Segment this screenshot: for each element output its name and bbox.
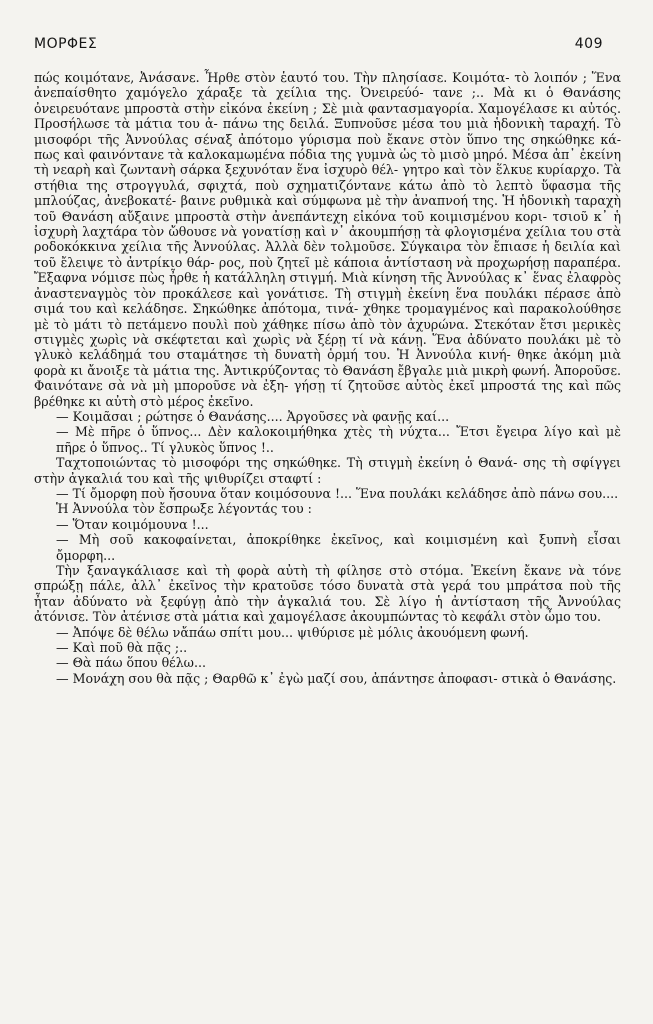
dialogue-line: — Καὶ ποῦ θὰ πᾷς ;.. (56, 640, 188, 656)
paragraph: πώς κοιμότανε, Ἀνάσανε. Ἦρθε στὸν ἑαυτό του. Τὴν πλησίασε. Κοιμότα- τὸ λοιπόν ; Ἕνα ἀνεπαίσθητο χαμόγελο χάραξε τὰ χείλια της. Ὀνειρεύό- τανε ;.. Μὰ κι ὁ Θανάσης ὀνειρευότανε μπροστὰ στὴν εἰκόνα ἐκείνη ; Σὲ μιὰ φαντασμαγορία. Χαμογέλασε κι αὐτός. Προσήλωσε τὰ μάτια του ἀ- πάνω της δειλά. Ξυπνοῦσε μέσα του μιὰ ἡδονικὴ ταραχή. Τὸ μισοφόρι τῆς Ἀννούλας σέναξ ἀπότομο γύρισμα ποὺ ἔκανε στὸν ὕπνο της σηκώθηκε κά- πως καὶ φαινόντανε τὰ καλοκαμωμένα πόδια της γυμνὰ ὡς τὸ μισὸ μηρό. Μέσα ἀπ᾽ ἐκείνη τὴ νεαρὴ καὶ ζωντανὴ σάρκα ξεχυνόταν ἕνα ἰσχυρὸ θέλ- γητρο καὶ τὸν ἕλκυε κυρίαρχο. Τὰ στήθια της στρογγυλά, σφιχτά, ποὺ σχηματιζόντανε κάτω ἀπὸ τὸ λεπτὸ ὕφασμα τῆς μπλούζας, ἀνεβοκατέ- βαινε ρυθμικὰ καὶ σύμφωνα μὲ τὴν ἀναπνοή της. Ἡ ἡδονικὴ ταραχὴ τοῦ Θανάση αὔξαινε μπροστὰ στὴν ἀνεπάντεχη εἰκόνα τοῦ κοιμισμένου κορι- τσιοῦ κ᾽ ἡ ἰσχυρὴ λαχτάρα τὸν ὤθουσε νὰ γονατίσῃ καὶ ν᾽ ἀκουμπήσῃ τὰ φλογισμένα χείλια του στὰ ροδοκόκκινα χείλια τῆς Ἀννούλας. Ἀλλὰ δὲν τολμοῦσε. Σύγκαιρα τὸν ἔπιασε ἡ δειλία καὶ τοῦ ἔλειψε τὸ ἀντρίκιο θάρ- ρος, ποὺ ζητεῖ μὲ κάποια ἀντίσταση νὰ προχωρήσῃ παραπέρα. Ἔξαφνα νόμισε πὼς ἦρθε ἡ κατάλληλη στιγμή. Μιὰ κίνηση τῆς Ἀννούλας κ᾽ ἕνας ἐλαφρὸς ἀναστεναγμὸς τὸν προκάλεσε καὶ γονάτισε. Τὴ στιγμὴ ἐκείνη ἕνα πουλάκι πέρασε ἀπὸ σιμά του καὶ κελάδησε. Σηκώθηκε ἀπότομα, τινά- χθηκε τρομαγμένος καὶ παρακολούθησε μὲ τὸ μάτι τὸ πετάμενο πουλὶ ποὺ χάθηκε πίσω ἀπὸ τὸν ἀχυρώνα. Στεκόταν ἔτσι μερικὲς στιγμὲς χωρὶς νὰ σκέφτεται καὶ χωρὶς νὰ ξέρῃ τί νὰ κάνῃ. Ἕνα ἀδύνατο πουλάκι μὲ τὸ γλυκὸ κελάδημά του σταμάτησε τὴ δυνατὴ ὁρμή του. Ἡ Ἀννούλα κινή- θηκε ἀκόμη μιὰ φορὰ κι ἄνοιξε τὰ μάτια της. Ἀντικρύζοντας τὸ Θανάση ἔβγαλε μιὰ μικρὴ φωνή. Ἀποροῦσε. Φαινότανε σὰ νὰ μὴ μποροῦσε νὰ ἐξη- γήσῃ τί ζητοῦσε αὐτὸς ἐκεῖ μπροστά της καὶ πῶς βρέθηκε κι αὐτὴ στὸ μέρος ἐκεῖνο. (34, 70, 621, 409)
body-text (34, 70, 621, 686)
dialogue-line: — Τί ὄμορφη ποὺ ἤσουνα ὅταν κοιμόσουνα !... Ἕνα πουλάκι κελάδησε ἀπὸ πάνω σου.... (56, 485, 619, 501)
dialogue-line: — Μὴ σοῦ κακοφαίνεται, ἀποκρίθηκε ἐκεῖνος, καὶ κοιμισμένη καὶ ξυπνὴ εἶσαι ὄμορφη... (56, 532, 621, 563)
paragraph: Ἡ Ἀννούλα τὸν ἔσπρωξε λέγοντάς του : (56, 501, 312, 517)
dialogue-line: — Ὅταν κοιμόμουνα !... (56, 516, 209, 532)
paragraph: Τὴν ξαναγκάλιασε καὶ τὴ φορὰ αὐτὴ τὴ φίλησε στὸ στόμα. Ἐκείνη ἔκανε νὰ τόνε σπρώξῃ πάλε, ἀλλ᾽ ἐκεῖνος τὴν κρατοῦσε τόσο δυνατὰ στὰ γερά του μπράτσα ποὺ τῆς ἦταν ἀδύνατο νὰ ξεφύγῃ ἀπὸ τὴν ἀγκαλιά του. Σὲ λίγο ἡ ἀντίσταση τῆς Ἀννούλας ἀτόνισε. Τὸν ἀτένισε στὰ μάτια καὶ χαμογέλασε ἀκουμπώντας τὸ κεφάλι στὸν ὦμο του. (34, 563, 621, 625)
page-number: 409 (574, 36, 603, 52)
dialogue-line: — Μὲ πῆρε ὁ ὕπνος... Δὲν καλοκοιμήθηκα χτὲς τὴ νύχτα... Ἔτσι ἔγειρα λίγο καὶ μὲ πῆρε ὁ ὕπνος.. Τί γλυκὸς ὕπνος !.. (56, 424, 621, 455)
dialogue-line: — Θὰ πάω ὅπου θέλω... (56, 655, 206, 671)
dialogue-line: — Μονάχη σου θὰ πᾷς ; Θαρθῶ κ᾽ ἐγὼ μαζί σου, ἀπάντησε ἀποφασι- στικὰ ὁ Θανάσης. (56, 670, 617, 686)
journal-title: ΜΟΡΦΕΣ (34, 36, 98, 52)
dialogue-line: — Ἀπόψε δὲ θέλω νἄπάω σπίτι μου... ψιθύρισε μὲ μόλις ἀκουόμενη φωνή. (56, 624, 529, 640)
paragraph: Ταχτοποιώντας τὸ μισοφόρι της σηκώθηκε. Τὴ στιγμὴ ἐκείνη ὁ Θανά- σης τὴ σφίγγει στὴν ἀγκαλιά του καὶ τῆς ψιθυρίζει σταφτί : (34, 455, 621, 486)
dialogue-line: — Κοιμᾶσαι ; ρώτησε ὁ Θανάσης.... Ἀργοῦσες νὰ φανῇς καί... (56, 408, 450, 424)
